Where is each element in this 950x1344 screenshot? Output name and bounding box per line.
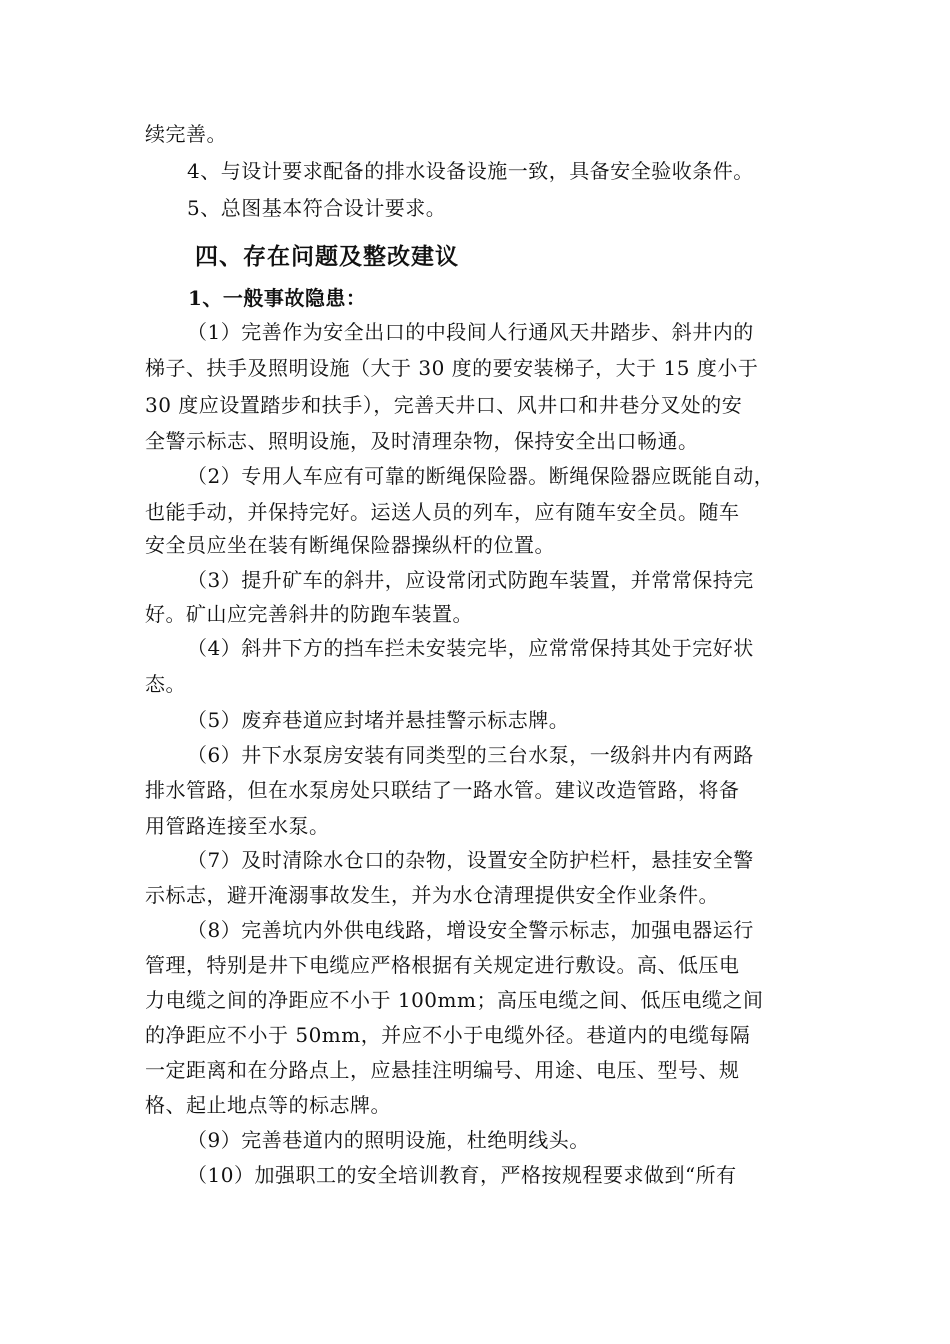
text-line: 态。 [145,672,186,696]
text-line: 力电缆之间的净距应不小于 100mm；高压电缆之间、低压电缆之间 [145,988,764,1012]
text-line: （8）完善坑内外供电线路，增设安全警示标志，加强电器运行 [187,918,754,942]
text-line: （10）加强职工的安全培训教育，严格按规程要求做到“所有 [187,1163,737,1187]
text-line: （3）提升矿车的斜井，应设常闭式防跑车装置，并常常保持完 [187,568,754,592]
text-line: 30 度应设置踏步和扶手），完善天井口、风井口和井巷分叉处的安 [145,393,743,417]
text-line: （2）专用人车应有可靠的断绳保险器。断绳保险器应既能自动， [187,464,775,488]
text-line: 示标志，避开淹溺事故发生，并为水仓清理提供安全作业条件。 [145,883,719,907]
section-heading: 四、存在问题及整改建议 [195,243,459,270]
text-line: 续完善。 [145,122,227,146]
text-line: 全警示标志、照明设施，及时清理杂物，保持安全出口畅通。 [145,429,699,453]
text-line: 管理，特别是井下电缆应严格根据有关规定进行敷设。高、低压电 [145,953,740,977]
text-line: （9）完善巷道内的照明设施，杜绝明线头。 [187,1128,590,1152]
text-line: （1）完善作为安全出口的中段间人行通风天井踏步、斜井内的 [187,320,754,344]
text-line: 用管路连接至水泵。 [145,814,330,838]
text-line: 也能手动，并保持完好。运送人员的列车，应有随车安全员。随车 [145,500,740,524]
text-line: 好。矿山应完善斜井的防跑车装置。 [145,602,473,626]
text-line: （6）井下水泵房安装有同类型的三台水泵，一级斜井内有两路 [187,743,754,767]
text-line: 排水管路，但在水泵房处只联结了一路水管。建议改造管路，将备 [145,778,740,802]
text-line: 一定距离和在分路点上，应悬挂注明编号、用途、电压、型号、规 [145,1058,740,1082]
text-line: 格、起止地点等的标志牌。 [145,1093,391,1117]
text-line: （7）及时清除水仓口的杂物，设置安全防护栏杆，悬挂安全警 [187,848,754,872]
text-line: （4）斜井下方的挡车拦未安装完毕，应常常保持其处于完好状 [187,636,754,660]
text-line: 的净距应不小于 50mm，并应不小于电缆外径。巷道内的电缆每隔 [145,1023,751,1047]
text-line: （5）废弃巷道应封堵并悬挂警示标志牌。 [187,708,570,732]
subsection-heading: 1、一般事故隐患： [188,286,367,310]
text-line: 4、与设计要求配备的排水设备设施一致，具备安全验收条件。 [187,159,754,183]
text-line: 安全员应坐在装有断绳保险器操纵杆的位置。 [145,533,555,557]
text-line: 梯子、扶手及照明设施（大于 30 度的要安装梯子，大于 15 度小于 [145,356,759,380]
text-line: 5、总图基本符合设计要求。 [187,196,447,220]
